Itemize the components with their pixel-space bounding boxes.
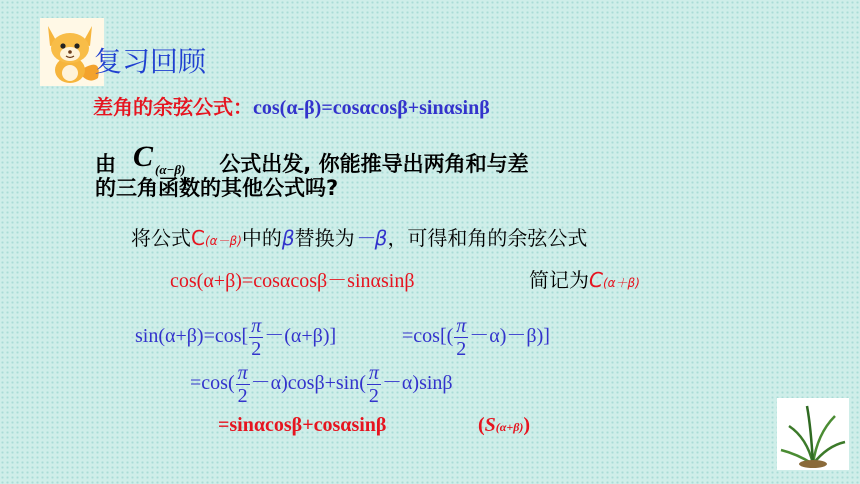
formula-text: cos(α-β)=cosαcosβ+sinαsinβ [253, 97, 490, 119]
pi-over-2-fraction: $\frac{\pi}{2}$ [251, 315, 262, 360]
plant-image [777, 398, 849, 470]
question-line-2: 的三角函数的其他公式吗? [95, 176, 339, 200]
c-symbol: C(α－β) [191, 226, 242, 250]
c-symbol-subscript: (α−β) [155, 162, 186, 177]
c-sum-symbol: C(α＋β) [589, 268, 640, 292]
derivation-step-2: =cos[( $\frac{\pi}{2}$ －α)－β)] [402, 315, 550, 360]
sum-cosine-formula: cos(α+β)=cosαcosβ－sinαsinβ [170, 270, 415, 292]
replacement-sentence: 将公式C(α－β)中的β替换为－β，可得和角的余弦公式 [131, 226, 588, 250]
formula-label: 差角的余弦公式： [93, 97, 253, 119]
derivation-step-3: =cos( $\frac{\pi}{2}$ －α)cosβ+sin( $\frac{\pi}{2}$ －α)sinβ [190, 362, 453, 407]
c-symbol: C [133, 140, 154, 173]
abbreviation-note: 简记为C(α＋β) [529, 268, 640, 292]
question-prefix: 由 [95, 152, 116, 176]
derivation-result: =sinαcosβ+cosαsinβ [218, 414, 387, 436]
page-title: 复习回顾 [94, 45, 207, 78]
derivation-step-1: sin(α+β)=cos[ $\frac{\pi}{2}$ －(α+β)] [135, 315, 337, 360]
question-text: 公式出发, 你能推导出两角和与差 [219, 152, 529, 176]
pi-over-2-fraction: $\frac{\pi}{2}$ [456, 315, 467, 360]
difference-cosine-formula [93, 91, 490, 120]
pi-over-2-fraction: $\frac{\pi}{2}$ [237, 362, 248, 407]
sum-sine-label: (S(α+β)) [478, 414, 531, 436]
pi-over-2-fraction: $\frac{\pi}{2}$ [368, 362, 379, 407]
